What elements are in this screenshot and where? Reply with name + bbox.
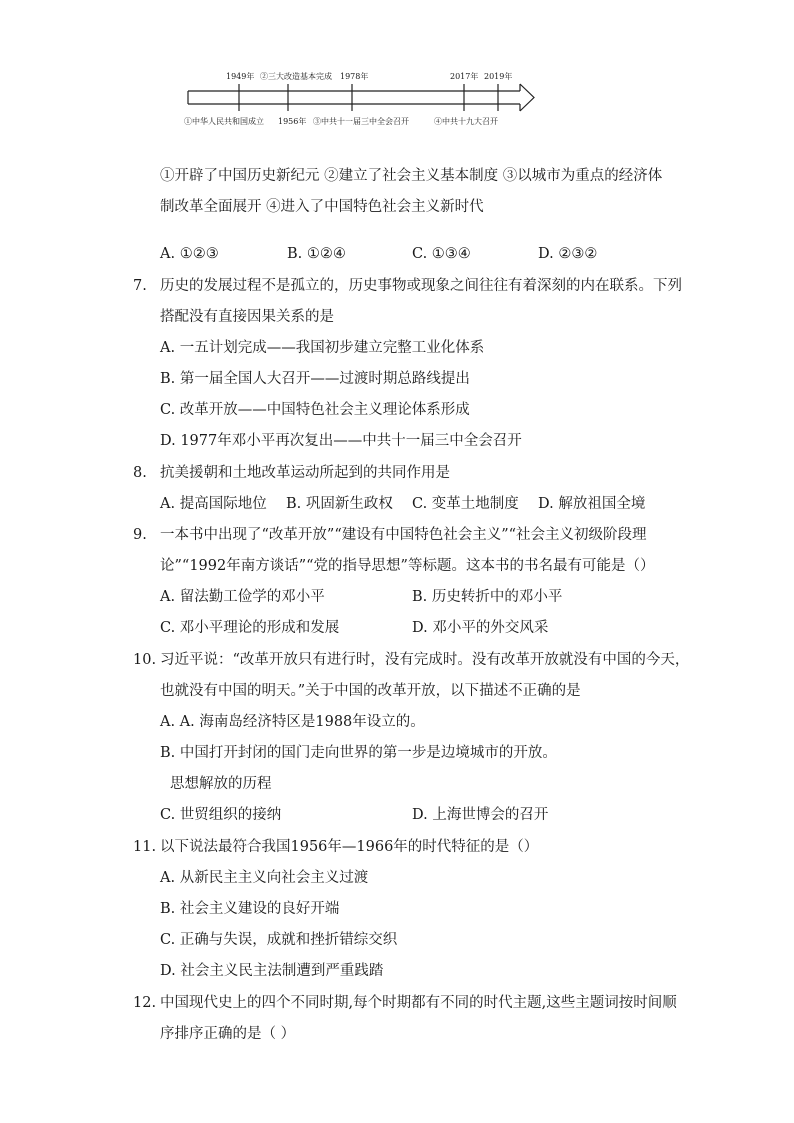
timeline-label-1978: 1978年 <box>340 72 369 81</box>
q9-option-c[interactable]: C. 邓小平理论的形成和发展 <box>160 620 340 636</box>
q10-stem-line1: 习近平说：“改革开放只有进行时，没有完成时。没有改革开放就没有中国的今天， <box>160 652 690 668</box>
q10-option-d[interactable]: D. 上海世博会的召开 <box>412 807 549 823</box>
q6-option-b[interactable]: B. ①②④ <box>287 246 346 262</box>
q11-option-d[interactable]: D. 社会主义民主法制遭到严重践踏 <box>160 963 384 979</box>
q11-option-c[interactable]: C. 正确与失误，成就和挫折错综交织 <box>160 932 398 948</box>
timeline-label-prc-founded: ①中华人民共和国成立 <box>184 117 264 126</box>
q8-option-c[interactable]: C. 变革土地制度 <box>412 496 519 512</box>
q6-option-c[interactable]: C. ①③④ <box>412 246 471 262</box>
q7-option-c[interactable]: C. 改革开放——中国特色社会主义理论体系形成 <box>160 402 470 418</box>
q9-option-d[interactable]: D. 邓小平的外交风采 <box>412 620 549 636</box>
q11-option-a[interactable]: A. 从新民主主义向社会主义过渡 <box>160 870 369 886</box>
q9-stem-line1: 一本书中出现了“改革开放”“建设有中国特色社会主义”“社会主义初级阶段理 <box>160 527 647 543</box>
q12-number: 12. <box>133 995 157 1011</box>
timeline-label-2017: 2017年 <box>450 72 479 81</box>
q11-option-b[interactable]: B. 社会主义建设的良好开端 <box>160 901 340 917</box>
timeline-label-2019: 2019年 <box>484 72 513 81</box>
q10-stem-line2: 也就没有中国的明天。”关于中国的改革开放，以下描述不正确的是 <box>160 683 581 699</box>
q12-stem-line1: 中国现代史上的四个不同时期,每个时期都有不同的时代主题,这些主题词按时间顺 <box>160 995 677 1011</box>
q8-option-a[interactable]: A. 提高国际地位 <box>160 496 267 512</box>
q6-option-a[interactable]: A. ①②③ <box>160 246 219 262</box>
q9-option-a[interactable]: A. 留法勤工俭学的邓小平 <box>160 589 325 605</box>
timeline-label-19th-congress: ④中共十九大召开 <box>434 117 498 126</box>
q8-option-b[interactable]: B. 巩固新生政权 <box>286 496 393 512</box>
q9-stem-line2: 论”“1992年南方谈话”“党的指导思想”等标题。这本书的书名最有可能是（） <box>160 558 655 574</box>
q10-number: 10. <box>133 652 157 668</box>
timeline-label-1956: 1956年 <box>278 117 307 126</box>
q7-stem-line2: 搭配没有直接因果关系的是 <box>160 309 334 325</box>
q10-option-b[interactable]: B. 中国打开封闭的国门走向世界的第一步是边境城市的开放。 <box>160 745 557 761</box>
q8-stem: 抗美援朝和土地改革运动所起到的共同作用是 <box>160 465 450 481</box>
q6-option-d[interactable]: D. ②③② <box>538 246 598 262</box>
q9-number: 9. <box>133 527 147 543</box>
q9-option-b[interactable]: B. 历史转折中的邓小平 <box>412 589 563 605</box>
q7-option-d[interactable]: D. 1977年邓小平再次复出——中共十一届三中全会召开 <box>160 433 522 449</box>
q11-number: 11. <box>133 839 157 855</box>
q12-stem-line2: 序排序正确的是（ ） <box>160 1026 296 1042</box>
timeline-label-1949: 1949年 <box>226 72 255 81</box>
q8-option-d[interactable]: D. 解放祖国全境 <box>538 496 646 512</box>
timeline-figure <box>180 66 550 136</box>
q11-stem: 以下说法最符合我国1956年—1966年的时代特征的是（） <box>160 839 539 855</box>
q7-stem-line1: 历史的发展过程不是孤立的，历史事物或现象之间往往有着深刻的内在联系。下列 <box>160 278 682 294</box>
q7-option-b[interactable]: B. 第一届全国人大召开——过渡时期总路线提出 <box>160 371 470 387</box>
q6-stem-line2: 制改革全面展开 ④进入了中国特色社会主义新时代 <box>160 199 484 215</box>
q8-number: 8. <box>133 465 147 481</box>
q10-option-a[interactable]: A. A. 海南岛经济特区是1988年设立的。 <box>160 714 425 730</box>
q10-extra-text: 思想解放的历程 <box>170 776 272 792</box>
timeline-label-three-reforms: ②三大改造基本完成 <box>260 72 332 81</box>
q7-option-a[interactable]: A. 一五计划完成——我国初步建立完整工业化体系 <box>160 340 485 356</box>
timeline-label-third-plenum: ③中共十一届三中全会召开 <box>313 117 409 126</box>
q7-number: 7. <box>133 278 147 294</box>
q6-stem-line1: ①开辟了中国历史新纪元 ②建立了社会主义基本制度 ③以城市为重点的经济体 <box>160 168 663 184</box>
q10-option-c[interactable]: C. 世贸组织的接纳 <box>160 807 282 823</box>
